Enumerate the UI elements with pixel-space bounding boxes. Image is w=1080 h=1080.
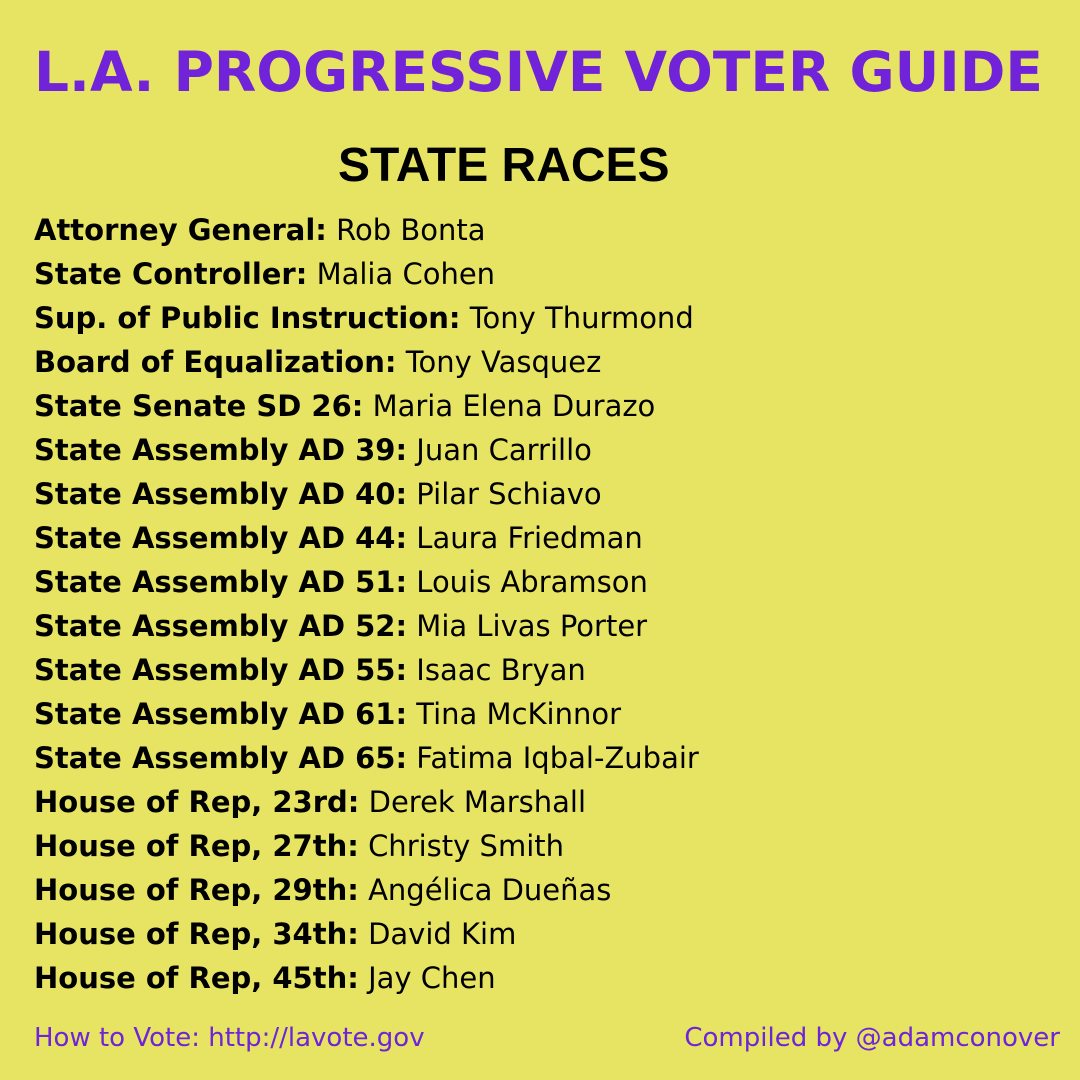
race-label: State Senate SD 26: [34,389,364,423]
race-candidate: Jay Chen [368,961,496,995]
race-candidate: David Kim [368,917,517,951]
race-item [34,604,699,648]
race-candidate: Juan Carrillo [416,433,592,467]
race-label: Attorney General: [34,213,327,247]
race-label: House of Rep, 34th: [34,917,359,951]
race-item [34,384,699,428]
compiled-by-footer: Compiled by @adamconover [684,1023,1060,1053]
race-label: State Assembly AD 55: [34,653,408,687]
race-label: State Controller: [34,257,308,291]
how-to-vote-footer: How to Vote: http://lavote.gov [34,1023,425,1053]
race-candidate: Fatima Iqbal-Zubair [416,741,699,775]
race-candidate: Tina McKinnor [416,697,622,731]
race-item [34,780,699,824]
race-label: House of Rep, 29th: [34,873,359,907]
race-candidate: Christy Smith [368,829,564,863]
race-candidate: Angélica Dueñas [368,873,612,907]
race-item [34,956,699,1000]
race-candidate: Maria Elena Durazo [372,389,656,423]
race-label: State Assembly AD 39: [34,433,408,467]
race-item [34,428,699,472]
race-label: House of Rep, 45th: [34,961,359,995]
race-item [34,208,699,252]
race-candidate: Rob Bonta [336,213,486,247]
race-item [34,868,699,912]
race-candidate: Derek Marshall [368,785,587,819]
race-item [34,912,699,956]
race-candidate: Tony Thurmond [469,301,694,335]
race-label: State Assembly AD 44: [34,521,408,555]
race-candidate: Tony Vasquez [405,345,602,379]
race-label: State Assembly AD 61: [34,697,408,731]
race-candidate: Pilar Schiavo [416,477,602,511]
race-candidate: Mia Livas Porter [416,609,648,643]
race-label: State Assembly AD 40: [34,477,408,511]
race-item [34,340,699,384]
race-item [34,296,699,340]
race-candidate: Louis Abramson [416,565,648,599]
race-label: Sup. of Public Instruction: [34,301,461,335]
race-candidate: Isaac Bryan [416,653,586,687]
race-candidate: Malia Cohen [316,257,496,291]
page-title: L.A. PROGRESSIVE VOTER GUIDE [34,40,1043,104]
race-label: Board of Equalization: [34,345,397,379]
race-item [34,472,699,516]
race-item [34,560,699,604]
race-item [34,648,699,692]
race-label: House of Rep, 27th: [34,829,359,863]
race-label: House of Rep, 23rd: [34,785,360,819]
race-item [34,824,699,868]
race-item [34,516,699,560]
race-candidate: Laura Friedman [416,521,643,555]
race-label: State Assembly AD 52: [34,609,408,643]
race-item [34,692,699,736]
race-item [34,252,699,296]
section-title: STATE RACES [338,139,670,192]
race-list [34,208,699,1000]
race-label: State Assembly AD 51: [34,565,408,599]
race-label: State Assembly AD 65: [34,741,408,775]
race-item [34,736,699,780]
